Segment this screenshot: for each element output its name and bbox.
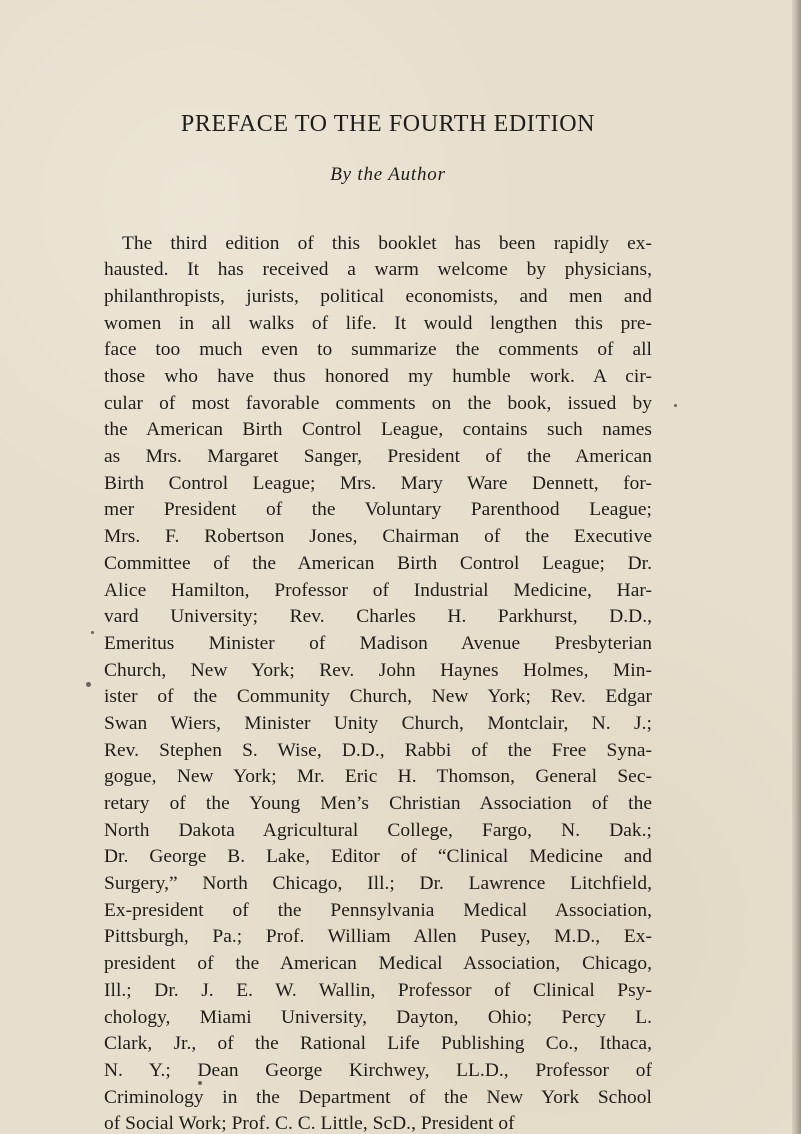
paragraph-line-17: Church, New York; Rev. John Haynes Holmes, Min- xyxy=(104,659,652,681)
paragraph-line-9: as Mrs. Margaret Sanger, President of the American xyxy=(104,446,652,468)
paragraph-line-24: Dr. George B. Lake, Editor of “Clinical Medicine and xyxy=(104,846,652,868)
paragraph-line-21: gogue, New York; Mr. Eric H. Thomson, General Sec- xyxy=(104,766,652,788)
paragraph-line-28: president of the American Medical Association, Chicago, xyxy=(104,953,652,975)
paragraph-line-3: philanthropists, jurists, political economists, and men and xyxy=(104,285,652,307)
paragraph-line-8: the American Birth Control League, contains such names xyxy=(104,419,652,441)
author-line: By the Author xyxy=(330,163,446,185)
paragraph-line-16: Emeritus Minister of Madison Avenue Presbyterian xyxy=(104,632,652,654)
paragraph-line-1: The third edition of this booklet has been rapidly ex- xyxy=(122,232,652,254)
paragraph-line-33: Criminology in the Department of the New York School xyxy=(104,1086,652,1108)
paragraph-line-5: face too much even to summarize the comments of all xyxy=(104,339,652,361)
ink-speck xyxy=(86,682,91,687)
paragraph-line-22: retary of the Young Men’s Christian Association of the xyxy=(104,793,652,815)
paragraph-line-14: Alice Hamilton, Professor of Industrial Medicine, Har- xyxy=(104,579,652,601)
paragraph-line-19: Swan Wiers, Minister Unity Church, Montclair, N. J.; xyxy=(104,712,652,734)
paragraph-line-23: North Dakota Agricultural College, Fargo, N. Dak.; xyxy=(104,819,652,841)
ink-speck xyxy=(91,631,94,634)
paragraph-line-7: cular of most favorable comments on the book, issued by xyxy=(104,392,652,414)
page-title: PREFACE TO THE FOURTH EDITION xyxy=(180,111,596,137)
paragraph-line-25: Surgery,” North Chicago, Ill.; Dr. Lawrence Litchfield, xyxy=(104,873,652,895)
paragraph-line-15: vard University; Rev. Charles H. Parkhurst, D.D., xyxy=(104,606,652,628)
ink-speck xyxy=(674,404,677,407)
page-edge-shadow xyxy=(792,0,801,1134)
paragraph-line-32: N. Y.; Dean George Kirchwey, LL.D., Professor of xyxy=(104,1059,652,1081)
paragraph-line-10: Birth Control League; Mrs. Mary Ware Dennett, for- xyxy=(104,472,652,494)
paragraph-line-12: Mrs. F. Robertson Jones, Chairman of the Executive xyxy=(104,526,652,548)
paragraph-line-4: women in all walks of life. It would lengthen this pre- xyxy=(104,312,652,334)
paragraph-line-26: Ex-president of the Pennsylvania Medical Association, xyxy=(104,899,652,921)
preface-paragraph xyxy=(104,231,652,1134)
document-content xyxy=(104,111,652,1134)
paragraph-line-29: Ill.; Dr. J. E. W. Wallin, Professor of Clinical Psy- xyxy=(104,979,652,1001)
paragraph-line-20: Rev. Stephen S. Wise, D.D., Rabbi of the Free Syna- xyxy=(104,739,652,761)
paragraph-line-6: those who have thus honored my humble work. A cir- xyxy=(104,366,652,388)
paragraph-line-27: Pittsburgh, Pa.; Prof. William Allen Pusey, M.D., Ex- xyxy=(104,926,652,948)
paragraph-line-31: Clark, Jr., of the Rational Life Publishing Co., Ithaca, xyxy=(104,1033,652,1055)
ink-speck xyxy=(198,1081,202,1085)
paragraph-line-2: hausted. It has received a warm welcome by physicians, xyxy=(104,259,652,281)
paragraph-line-34: of Social Work; Prof. C. C. Little, ScD., President of xyxy=(104,1113,515,1134)
paragraph-line-30: chology, Miami University, Dayton, Ohio; Percy L. xyxy=(104,1006,652,1028)
paragraph-line-13: Committee of the American Birth Control League; Dr. xyxy=(104,552,652,574)
paragraph-line-11: mer President of the Voluntary Parenthood League; xyxy=(104,499,652,521)
paragraph-line-18: ister of the Community Church, New York; Rev. Edgar xyxy=(104,686,652,708)
